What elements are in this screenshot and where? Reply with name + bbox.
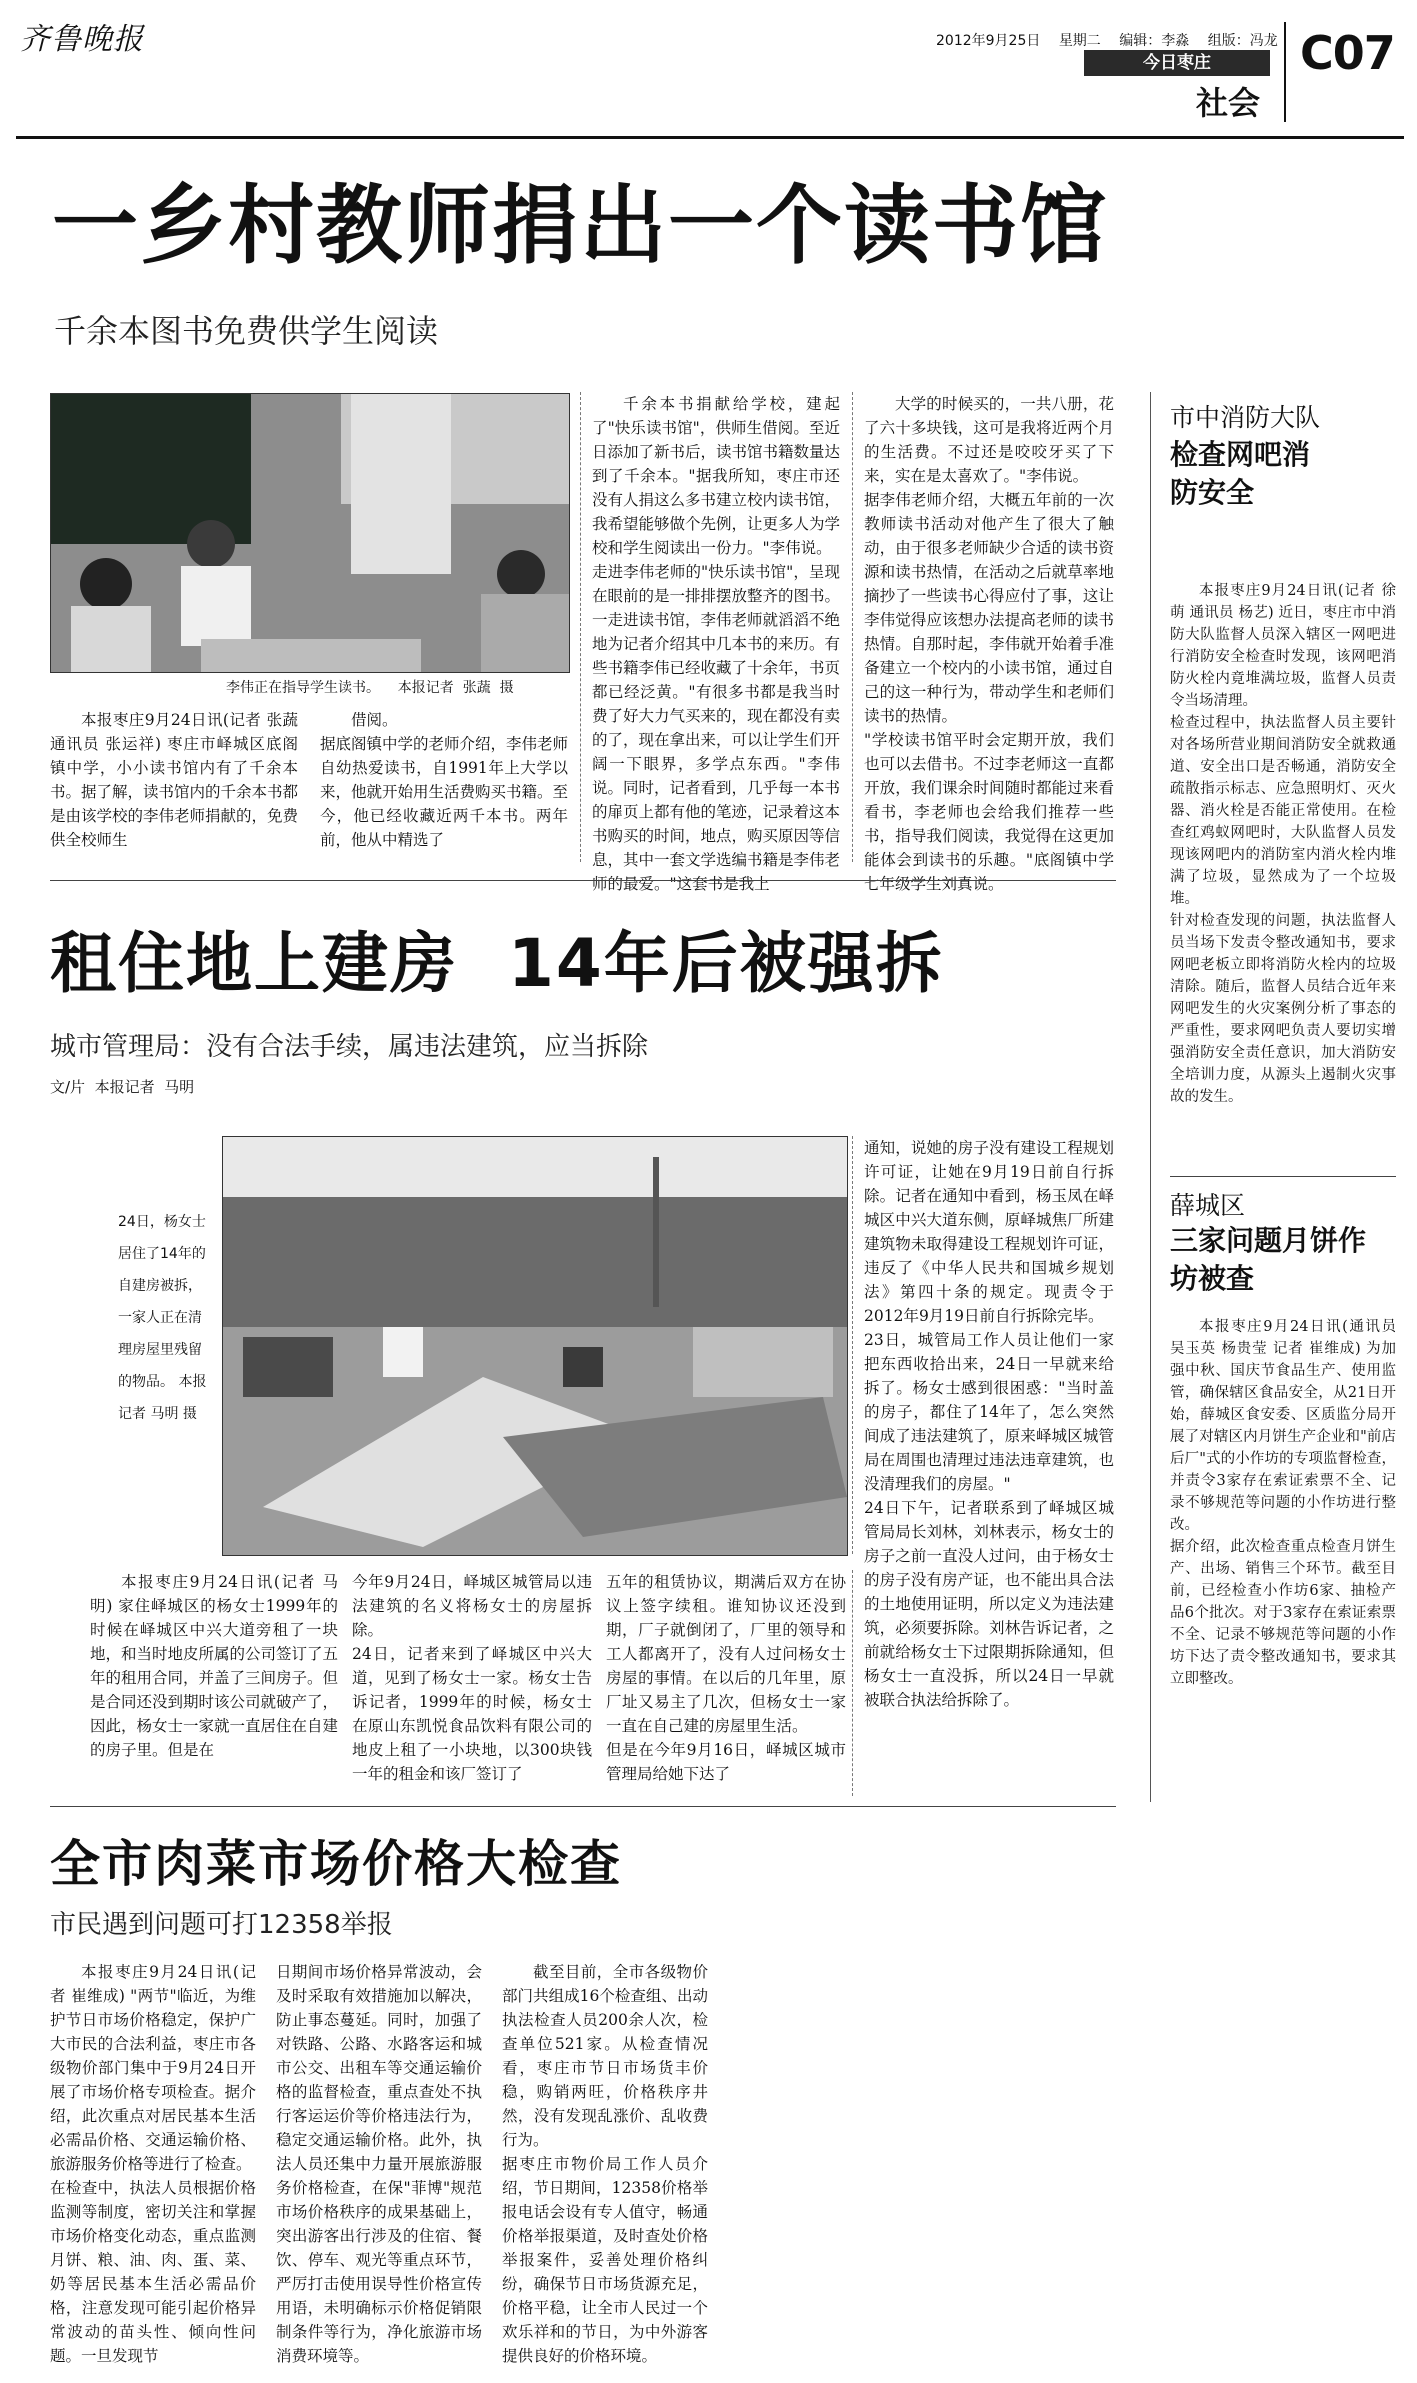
story2-bottom-rule <box>50 1806 1116 1807</box>
story2-col2 <box>352 1570 592 1796</box>
issue-weekday: 星期二 <box>1058 33 1101 49</box>
story1-bottom-rule <box>50 880 1116 881</box>
story2-col3-text: 五年的租赁协议，期满后双方在协议上签字续租。谁知协议还没到期，厂子就倒闭了，厂里的领导和工人都离开了，没有人过问杨女士房屋的事情。在以后的几年里，原厂址又易主了几次，但杨女士一家一直在自己建的房屋里生活。 但是在今年9月16日，峄城区城市管理局给她下达了 <box>606 1573 846 1783</box>
story1-col3 <box>592 392 841 893</box>
story1-col3-text: 千余本书捐献给学校，建起了"快乐读书馆"，供师生借阅。至近日添加了新书后，读书馆书籍数量达到了千余本。"据我所知，枣庄市还没有人捐这么多书建立校内读书馆，我希望能够做个先例，让更多人为学校和学生阅读出一份力。"李伟说。 走进李伟老师的"快乐读书馆"，呈现在眼前的是一排排摆放整齐的图书。一走进读书馆，李伟老师就滔滔不绝地为记者介绍其中几本书的来历。有些书籍李伟已经收藏了十余年，书页都已经泛黄。"有很多书都是我当时费了好大力气买来的，现在都没有卖的了，现在拿出来，可以让学生们开阔一下眼界，多学点东西。"李伟说。同时，记者看到，几乎每一本书的扉页上都有他的笔迹，记录着这本书购买的时间，地点，购买原因等信息，其中一套文学选编书籍是李伟老师的最爱。"这套书是我上 <box>592 395 841 893</box>
sidebar-mid-rule <box>1170 1176 1396 1177</box>
story1-col1 <box>50 708 303 858</box>
story2-col4 <box>864 1136 1114 1796</box>
story1-subheadline: 千余本图书免费供学生阅读 <box>54 312 439 350</box>
story3-col3 <box>502 1960 708 2365</box>
story1-col1-text: 本报枣庄9月24日讯(记者 张蔬 通讯员 张运祥) 枣庄市峄城区底阁镇中学，小小读书馆内有了千余本书。据了解，读书馆内的千余本书都是由该学校的李伟老师捐献的，免费供全校师生 <box>50 711 303 849</box>
masthead-info <box>936 30 1278 50</box>
story1-col2-text: 借阅。 据底阁镇中学的老师介绍，李伟老师自幼热爱读书，自1991年上大学以来，他就开始用生活费购买书籍。至今，他已经收藏近两千本书。两年前，他从中精选了 <box>320 711 569 849</box>
section-label: 今日枣庄 <box>1084 50 1270 76</box>
story2-col-rule-top <box>852 1136 853 1554</box>
layout-credit: 组版：冯龙 <box>1207 33 1278 49</box>
sidebar2-title: 三家问题月饼作坊被查 <box>1170 1224 1367 1295</box>
story1-col2 <box>320 708 568 858</box>
sidebar1-body <box>1170 580 1396 1160</box>
story3-col2 <box>276 1960 482 2365</box>
sidebar2-kicker: 薛城区 <box>1170 1191 1246 1220</box>
story3-subheadline: 市民遇到问题可打12358举报 <box>50 1910 393 1940</box>
sidebar1-title: 检查网吧消防安全 <box>1170 438 1311 509</box>
story2-col3 <box>606 1570 846 1796</box>
story1-col4-text: 大学的时候买的，一共八册，花了六十多块钱，这可是我将近两个月的生活费。不过还是咬咬牙买了下来，实在是太喜欢了。"李伟说。 据李伟老师介绍，大概五年前的一次教师读书活动对他产生了很大了触动，由于很多老师缺少合适的读书资源和读书热情，在活动之后就草率地摘抄了一些读书心得应付了事，这让李伟觉得应该想办法提高老师的读书热情。自那时起，李伟就开始着手准备建立一个校内的小读书馆，通过自己的这一种行为，带动学生和老师们读书的热情。 "学校读书馆平时会定期开放，我们也可以去借书。不过李老师这一直都开放，我们课余时间随时都能过来看看书，李老师也会给我们推荐一些书，指导我们阅读，我觉得在这更加能体会到读书的乐趣。"底阁镇中学七年级学生刘真说。 <box>864 395 1114 893</box>
newspaper-logo: 齐鲁晚报 <box>20 22 144 57</box>
sidebar1-body-text: 本报枣庄9月24日讯(记者 徐萌 通讯员 杨艺) 近日，枣庄市中消防大队监督人员深入辖区一网吧进行消防安全检查时发现，该网吧消防火栓内竟堆满垃圾，监督人员责令当场清理。 检查过程中，执法监督人员主要针对各场所营业期间消防安全就救通道、安全出口是否畅通，消防安全疏散指示标志、应急照明灯、灭火器、消火栓是否能正常使用。在检查红鸡蚁网吧时，大队监督人员发现该网吧内的消防室内消火栓内堆满了垃圾，显然成为了一个垃圾堆。 针对检查发现的问题，执法监督人员当场下发责令整改通知书，要求网吧老板立即将消防火栓内的垃圾清除。随后，监督人员结合近年来网吧发生的火灾案例分析了事态的严重性，要求网吧负责人要切实增强消防安全责任意识，加大消防安全培训力度，从源头上遏制火灾事故的发生。 <box>1170 583 1396 1105</box>
story1-photo-caption: 李伟正在指导学生读书。 本报记者 张蔬 摄 <box>226 680 514 696</box>
masthead-rule <box>16 136 1404 139</box>
story2-col1-text: 本报枣庄9月24日讯(记者 马明) 家住峄城区的杨女士1999年的时候在峄城区中兴大道旁租了一块地，和当时地皮所属的公司签订了五年的租用合同，并盖了三间房子。但是合同还没到期时该公司就破产了，因此，杨女士一家就一直居住在自建的房子里。但是在 <box>90 1573 339 1759</box>
sidebar-divider <box>1150 392 1151 1802</box>
story3-col1-text: 本报枣庄9月24日讯(记者 崔维成) "两节"临近，为维护节日市场价格稳定，保护广大市民的合法利益，枣庄市各级物价部门集中于9月24日开展了市场价格专项检查。据介绍，此次重点对居民基本生活必需品价格、交通运输价格、旅游服务价格等进行了检查。 在检查中，执法人员根据价格监测等制度，密切关注和掌握市场价格变化动态，重点监测月饼、粮、油、肉、蛋、菜、奶等居民基本生活必需品价格，注意发现可能引起价格异常波动的苗头性、倾向性问题。一旦发现节 <box>50 1963 256 2365</box>
story3-headline: 全市肉菜市场价格大检查 <box>50 1835 622 1893</box>
story3-col2-text: 日期间市场价格异常波动，会及时采取有效措施加以解决，防止事态蔓延。同时，加强了对铁路、公路、水路客运和城市公交、出租车等交通运输价格的监督检查，重点查处不执行客运运价等价格违法行为，稳定交通运输价格。此外，执法人员还集中力量开展旅游服务价格检查，在保"菲博"规范市场价格秩序的成果基础上，突出游客出行涉及的住宿、餐饮、停车、观光等重点环节，严厉打击使用误导性价格宣传用语，未明确标示价格促销限制条件等行为，净化旅游市场消费环境等。 <box>276 1963 482 2365</box>
issue-date: 2012年9月25日 <box>936 33 1041 49</box>
story2-photo-caption: 24日，杨女士居住了14年的自建房被拆，一家人正在清理房屋里残留的物品。 本报记者 马明 摄 <box>118 1214 207 1422</box>
story2-byline: 文/片 本报记者 马明 <box>50 1078 195 1096</box>
story3-col1 <box>50 1960 256 2365</box>
sidebar2-body-text: 本报枣庄9月24日讯(通讯员 吴玉英 杨贵莹 记者 崔维成) 为加强中秋、国庆节食品生产、使用监管，确保辖区食品安全，从21日开始，薛城区食安委、区质监分局开展了对辖区内月饼生产企业和"前店后厂"式的小作坊的专项监督检查，并责令3家存在索证索票不全、记录不够规范等问题的小作坊进行整改。 据介绍，此次检查重点检查月饼生产、出场、销售三个环节。截至目前，已经检查小作坊6家、抽检产品6个批次。对于3家存在索证索票不全、记录不够规范等问题的小作坊下达了责令整改通知书，要求其立即整改。 <box>1170 1319 1396 1687</box>
story2-headline: 租住地上建房 14年后被强拆 <box>50 925 944 1002</box>
sidebar2-body <box>1170 1316 1396 1796</box>
story2-col4-text: 通知，说她的房子没有建设工程规划许可证，让她在9月19日前自行拆除。记者在通知中看到，杨玉凤在峄城区中兴大道东侧，原峄城焦厂所建建筑物未取得建设工程规划许可证，违反了《中华人民共和国城乡规划法》第四十条的规定。现责令于2012年9月19日前自行拆除完毕。 23日，城管局工作人员让他们一家把东西收拾出来，24日一早就来给拆了。杨女士感到很困惑："当时盖的房子，都住了14年了，怎么突然间成了违法建筑了，原来峄城区城管局在周围也清理过违法违章建筑，也没清理我们的房屋。" 24日下午，记者联系到了峄城区城管局局长刘林，刘林表示，杨女士的房子之前一直没人过问，由于杨女士的房子没有房产证，也不能出具合法的土地使用证明，所以定义为违法建筑，必须要拆除。刘林告诉记者，之前就给杨女士下过限期拆除通知，但杨女士一直没拆，所以24日一早就被联合执法给拆除了。 <box>864 1139 1114 1709</box>
story1-col-rule-1 <box>580 392 581 862</box>
story3-col3-text: 截至目前，全市各级物价部门共组成16个检查组、出动执法检查人员200余人次，检查单位521家。从检查情况看，枣庄市节日市场货丰价稳，购销两旺，价格秩序井然，没有发现乱涨价、乱收费行为。 据枣庄市物价局工作人员介绍，节日期间，12358价格举报电话会设有专人值守，畅通价格举报渠道，及时查处价格举报案件，妥善处理价格纠纷，确保节日市场货源充足，价格平稳，让全市人民过一个欢乐祥和的节日，为中外游客提供良好的价格环境。 <box>502 1963 708 2365</box>
story2-col2-text: 今年9月24日，峄城区城管局以违法建筑的名义将杨女士的房屋拆除。 24日，记者来到了峄城区中兴大道，见到了杨女士一家。杨女士告诉记者，1999年的时候，杨女士在原山东凯悦食品饮料有限公司的地皮上租了一小块地，以300块钱一年的租金和该厂签订了 <box>352 1573 592 1783</box>
story1-col4 <box>864 392 1114 893</box>
story1-photo <box>50 393 570 673</box>
story2-col-rule-bottom <box>852 1570 853 1796</box>
masthead-divider <box>1284 22 1286 122</box>
story2-col1 <box>90 1570 338 1796</box>
category-label: 社会 <box>1196 84 1261 122</box>
editor-credit: 编辑：李淼 <box>1119 33 1190 49</box>
sidebar1-kicker: 市中消防大队 <box>1170 403 1321 432</box>
story2-subheadline: 城市管理局：没有合法手续，属违法建筑，应当拆除 <box>50 1032 649 1062</box>
story1-col-rule-2 <box>852 392 853 862</box>
story2-photo <box>222 1136 848 1556</box>
page-number: C07 <box>1300 26 1395 80</box>
story1-headline: 一乡村教师捐出一个读书馆 <box>52 176 1108 276</box>
